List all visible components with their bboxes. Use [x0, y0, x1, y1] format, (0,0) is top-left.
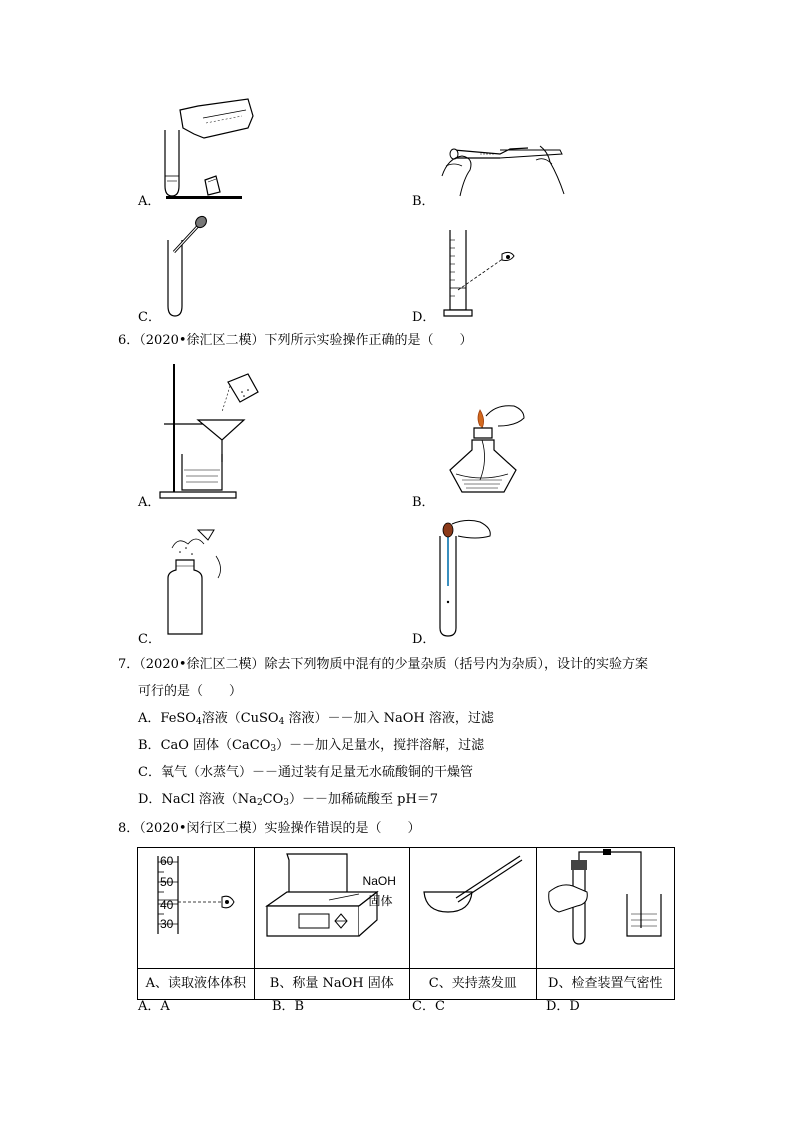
- q8-tick-30: 30: [160, 917, 174, 931]
- q7-stem-line2: 可行的是（ ）: [138, 684, 243, 699]
- q8-caption-b: B、称量 NaOH 固体: [254, 969, 409, 1000]
- q8-caption-a: A、读取液体体积: [138, 969, 255, 1000]
- q8-tick-60: 60: [160, 854, 174, 868]
- q8-cell-c: [410, 848, 537, 969]
- q8-answer-c: C．C: [412, 999, 445, 1014]
- q8-cell-b: [254, 848, 409, 969]
- q8-answer-b: B．B: [272, 999, 305, 1014]
- q8-caption-c: C、夹持蒸发皿: [410, 969, 537, 1000]
- q6-option-d-figure: [436, 516, 496, 640]
- q8-cell-d: [536, 848, 675, 969]
- q8-cell-a: [138, 848, 255, 969]
- q7-source: （2020•徐汇区二模）: [139, 657, 265, 672]
- q8-d-figure: [537, 848, 675, 948]
- q7-text-line1: 除去下列物质中混有的少量杂质（括号内为杂质），设计的实验方案: [264, 657, 649, 672]
- q8-source: （2020•闵行区二模）: [139, 821, 265, 836]
- q7-option-a: A．FeSO$_4$溶液（CuSO$_4$ 溶液）－－加入 NaOH 溶液，过滤: [138, 711, 494, 727]
- q8-solid-label: 固体: [368, 894, 393, 908]
- q8-answer-d: D．D: [546, 999, 580, 1014]
- q5-option-d-label: D．: [412, 310, 436, 325]
- q6-option-b-label: B．: [412, 495, 435, 510]
- q7-number: 7．: [118, 657, 140, 672]
- q8-caption-d: D、检查装置气密性: [536, 969, 675, 1000]
- q8-naoh-label: NaOH: [362, 874, 396, 888]
- q6-option-c-figure: [162, 526, 232, 638]
- q7-option-d: D．NaCl 溶液$(Na_2CO_3)--$加稀硫酸至 pH＝7: [138, 792, 439, 808]
- q6-option-a-figure: [160, 362, 260, 502]
- q6-source: （2020•徐汇区二模）: [139, 333, 265, 348]
- q8-table: [137, 847, 675, 1000]
- q8-caption-row: [138, 969, 675, 1000]
- q7-option-c: C．氧气（水蒸气）－－通过装有足量无水硫酸铜的干燥管: [138, 765, 473, 780]
- q8-c-figure: [410, 848, 536, 948]
- q8-figure-row: [138, 848, 675, 969]
- q8-stem: [118, 820, 421, 838]
- q5-option-c-figure: [160, 214, 210, 318]
- q7-stem-line1: [118, 656, 648, 674]
- q8-answer-a: A．A: [138, 999, 170, 1014]
- q6-number: 6．: [118, 333, 140, 348]
- q5-option-d-figure: [440, 226, 520, 320]
- q5-option-a-figure: [150, 96, 260, 202]
- q5-option-b-label: B．: [412, 194, 435, 209]
- q6-option-b-figure: [436, 400, 526, 504]
- q8-number: 8．: [118, 821, 140, 836]
- q8-text: 实验操作错误的是（ ）: [264, 821, 421, 836]
- q5-option-c-label: C．: [138, 310, 161, 325]
- q6-option-c-label: C．: [138, 632, 161, 647]
- q6-stem: [118, 332, 473, 350]
- q8-tick-50: 50: [160, 875, 174, 889]
- q6-option-d-label: D．: [412, 632, 436, 647]
- q6-text: 下列所示实验操作正确的是（ ）: [264, 333, 473, 348]
- q8-tick-40: 40: [160, 898, 174, 912]
- q8-a-figure: [138, 848, 254, 968]
- q5-option-b-figure: [440, 136, 566, 200]
- q6-option-a-label: A．: [138, 495, 161, 510]
- q7-option-b: B．CaO 固体（CaCO$_3$）－－加入足量水，搅拌溶解，过滤: [138, 738, 485, 754]
- q5-option-a-label: A．: [138, 194, 161, 209]
